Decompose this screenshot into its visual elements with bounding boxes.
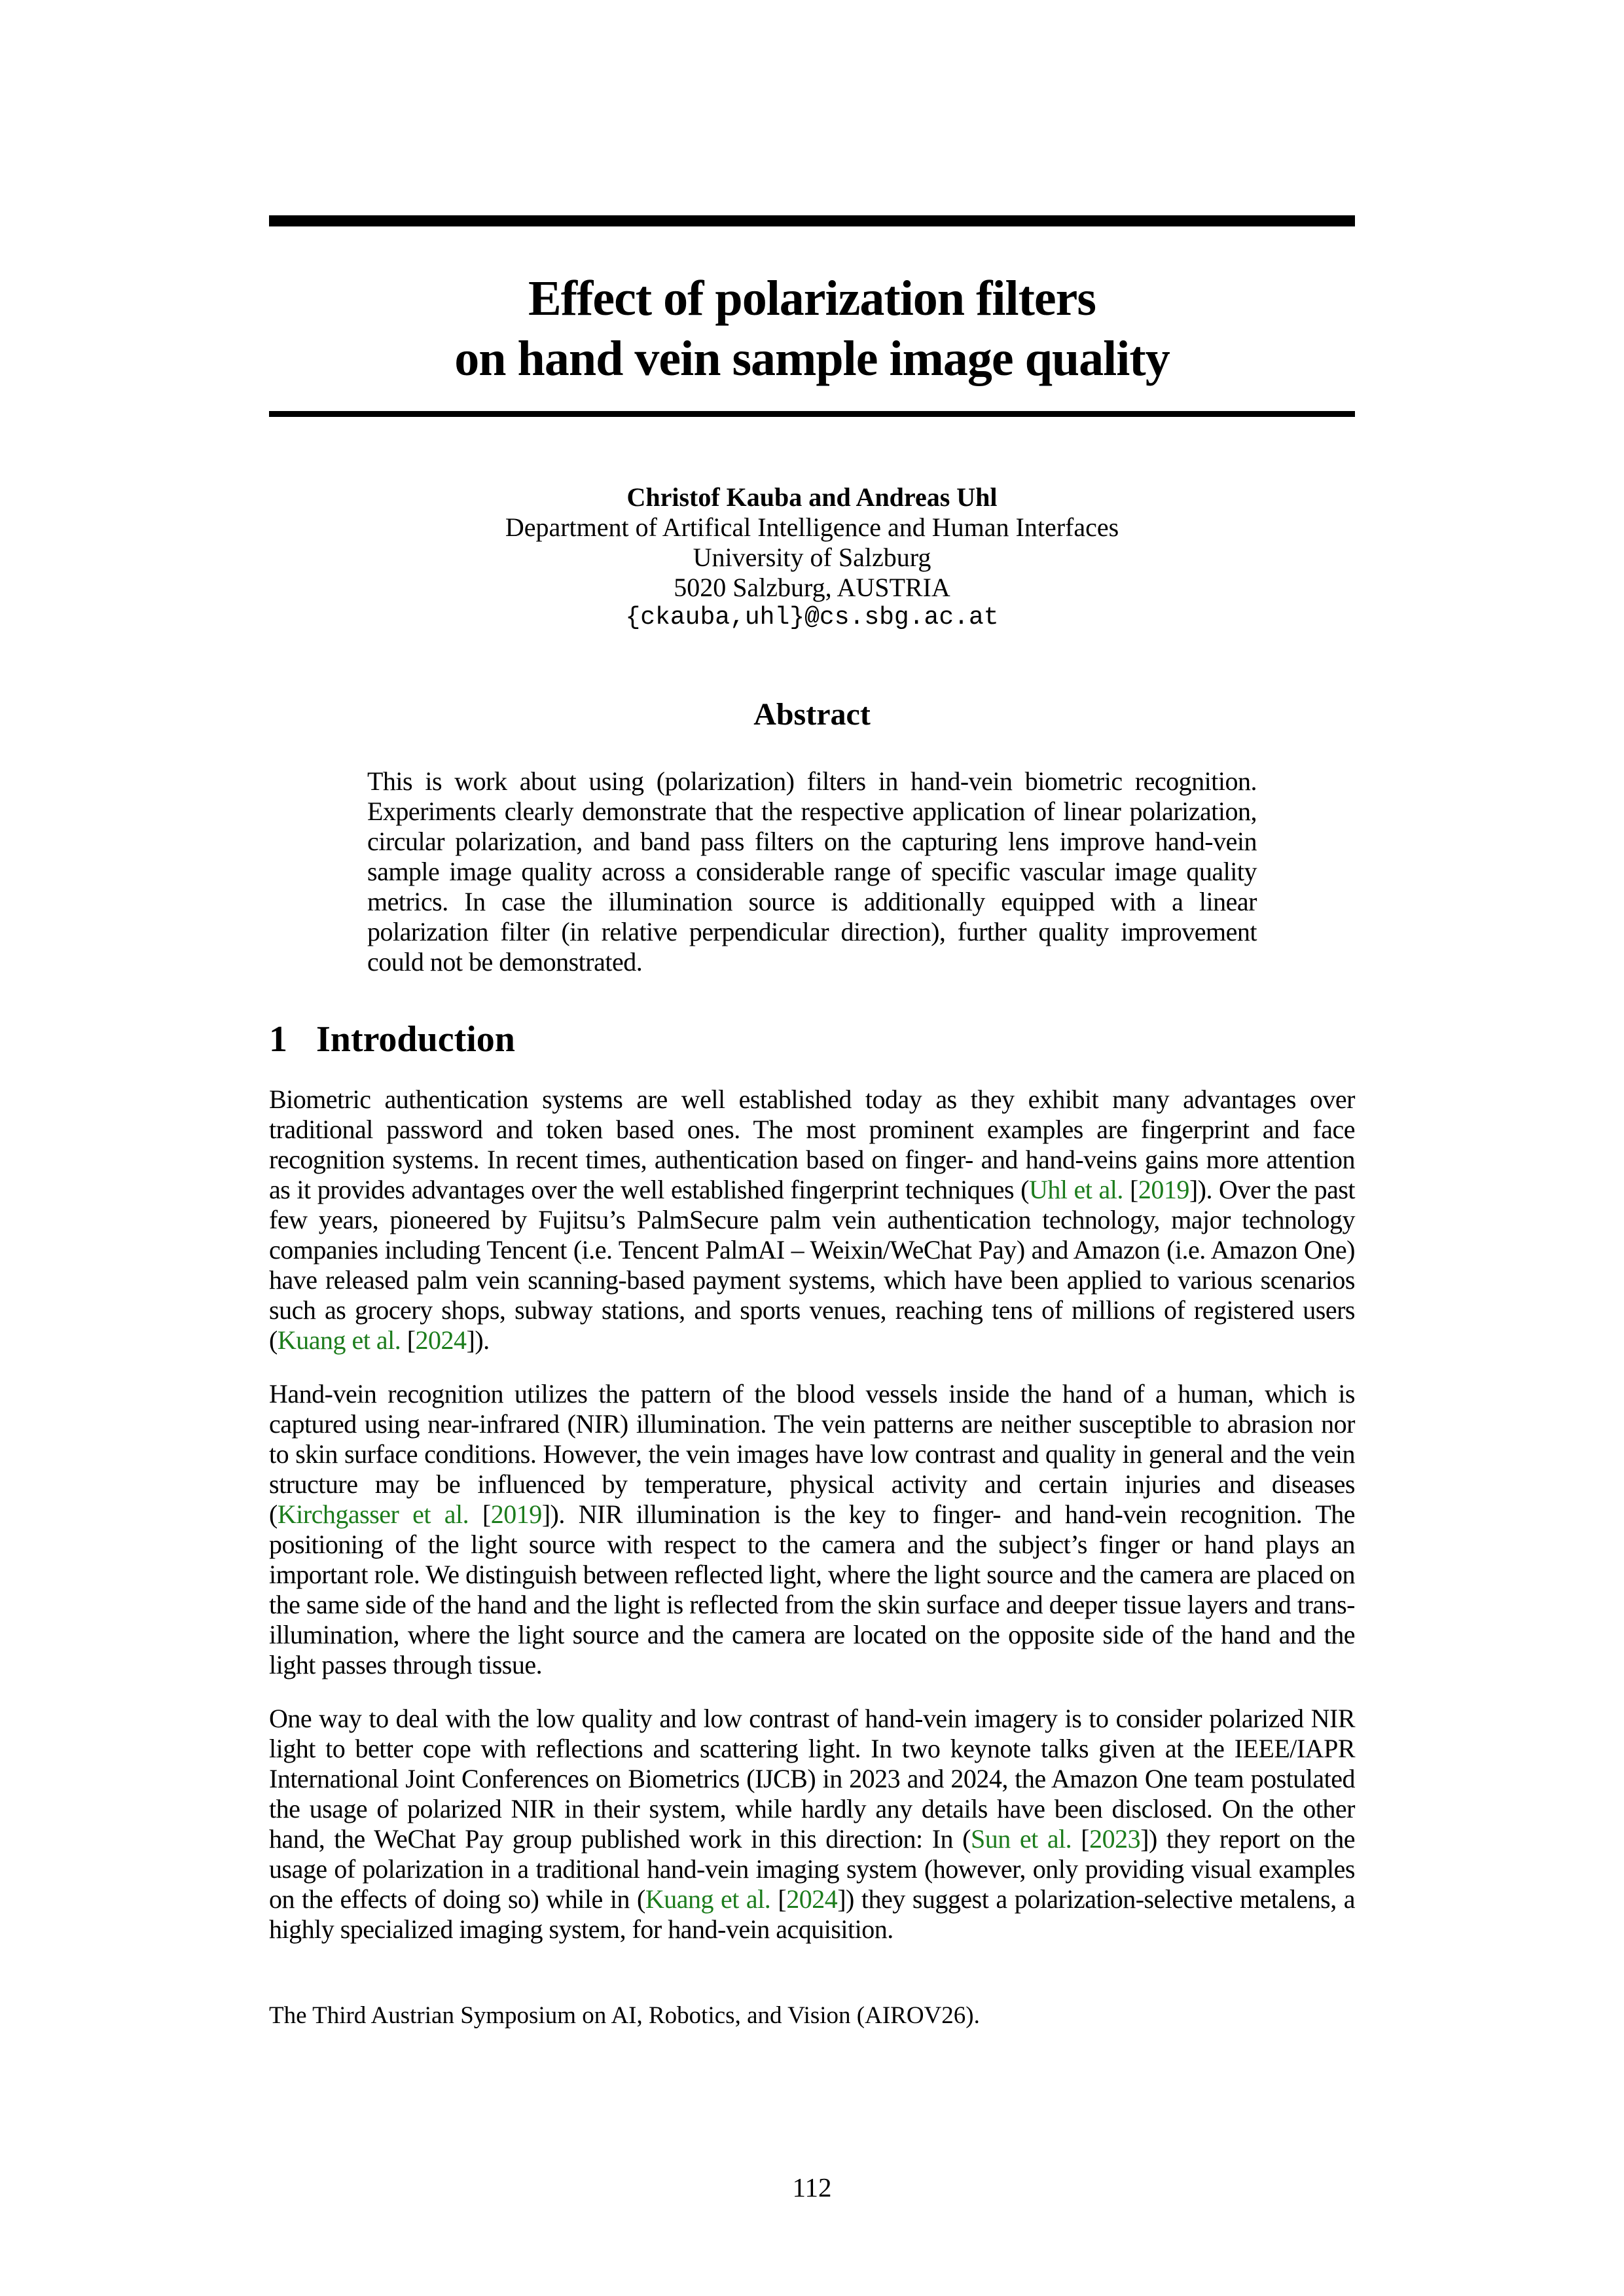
section-title: Introduction [316, 1019, 515, 1060]
author-names: Christof Kauba and Andreas Uhl [626, 482, 998, 512]
paragraph-text: [ [401, 1325, 416, 1355]
paragraph-text: ]) they report on the usage of polarization in a traditional hand-vein imaging system (however, only providing visual examples on the effects of doing so) while in ( [269, 1824, 1355, 1914]
paragraph-text: [ [469, 1499, 491, 1529]
citation-link[interactable]: Sun et al. [970, 1824, 1072, 1854]
author-address: 5020 Salzburg, AUSTRIA [674, 573, 950, 602]
paragraph-text: One way to deal with the low quality and low contrast of hand-vein imagery is to consider polarized NIR light to better cope with reflections and scattering light. In two keynote talks given at the IEEE/IAPR International Joint Conferences on Biometrics (IJCB) in 2023 and 2024, the Amazon One team postulated the usage of polarized NIR in their system, while hardly any details have been disclosed. On the other hand, the WeChat Pay group published work in this direction: In ( [269, 1704, 1355, 1854]
citation-link[interactable]: 2023 [1089, 1824, 1141, 1854]
citation-link[interactable]: Kirchgasser et al. [277, 1499, 469, 1529]
title-rule-bottom [269, 411, 1355, 417]
paragraph-text: Biometric authentication systems are well established today as they exhibit many advantages over traditional password and token based ones. The most prominent examples are fingerprint and face recognition systems. In recent times, authentication based on finger- and hand-veins gains more attention as it provides advantages over the well established fingerprint techniques ( [269, 1085, 1355, 1204]
paragraph-text: [ [770, 1884, 787, 1914]
author-block [269, 482, 1355, 633]
section-number: 1 [269, 1019, 287, 1060]
title-line-2: on hand vein sample image quality [454, 331, 1170, 386]
paragraph-text: ]). Over the past few years, pioneered by Fujitsu’s PalmSecure palm vein authentication technology, major technology companies including Tencent (i.e. Tencent PalmAI – Weixin/WeChat Pay) and Amazon (i.e. Amazon One) have released palm vein scanning-based payment systems, which have been applied to various scenarios such as grocery shops, subway stations, and sports venues, reaching tens of millions of registered users ( [269, 1175, 1356, 1355]
title-line-1: Effect of polarization filters [528, 271, 1096, 326]
citation-link[interactable]: Uhl et al. [1028, 1175, 1123, 1204]
section-heading-introduction [269, 1018, 1355, 1061]
author-email: {ckauba,uhl}@cs.sbg.ac.at [625, 603, 999, 632]
citation-link[interactable]: 2019 [1138, 1175, 1189, 1204]
paragraph-text: Hand-vein recognition utilizes the pattern of the blood vessels inside the hand of a human, which is captured using near-infrared (NIR) illumination. The vein patterns are neither susceptible to abrasion nor to skin surface conditions. However, the vein images have low contrast and quality in general and the vein structure may be influenced by temperature, physical activity and certain injuries and diseases ( [269, 1379, 1355, 1529]
citation-link[interactable]: Kuang et al. [645, 1884, 771, 1914]
paragraph-text: ]) they suggest a polarization-selective metalens, a highly specialized imaging system, for hand-vein acquisition. [269, 1884, 1356, 1944]
paper-content [269, 0, 1355, 1945]
paper-title [269, 268, 1355, 389]
abstract-text: This is work about using (polarization) filters in hand-vein biometric recognition. Experiments clearly demonstrate that the respective application of linear polarization, circular polarization, and band pass filters on the capturing lens improve hand-vein sample image quality across a considerable range of specific vascular image quality metrics. In case the illumination source is additionally equipped with a linear polarization filter (in relative perpendicular direction), further quality improvement could not be demonstrated. [367, 766, 1257, 977]
intro-paragraph-2 [269, 1379, 1355, 1680]
author-department: Department of Artifical Intelligence and Human Interfaces [505, 512, 1119, 542]
title-rule-top [269, 215, 1355, 226]
citation-link[interactable]: 2024 [415, 1325, 467, 1355]
paragraph-text: [ [1123, 1175, 1138, 1204]
intro-paragraph-1 [269, 1085, 1355, 1355]
citation-link[interactable]: Kuang et al. [277, 1325, 401, 1355]
page-number: 112 [792, 2172, 832, 2202]
footer-note: The Third Austrian Symposium on AI, Robotics, and Vision (AIROV26). [269, 2002, 980, 2029]
abstract-heading: Abstract [753, 697, 871, 732]
citation-link[interactable]: 2024 [786, 1884, 838, 1914]
intro-paragraph-3 [269, 1704, 1355, 1945]
author-university: University of Salzburg [693, 543, 931, 572]
paragraph-text: ]). [466, 1325, 490, 1355]
paragraph-text: ]). NIR illumination is the key to finger- and hand-vein recognition. The positioning of the light source with respect to the camera and the subject’s finger or hand plays an important role. We distinguish between reflected light, where the light source and the camera are placed on the same side of the hand and the light is reflected from the skin surface and deeper tissue layers and trans-illumination, where the light source and the camera are located on the opposite side of the hand and the light passes through tissue. [269, 1499, 1355, 1679]
citation-link[interactable]: 2019 [490, 1499, 542, 1529]
paragraph-text: [ [1072, 1824, 1090, 1854]
